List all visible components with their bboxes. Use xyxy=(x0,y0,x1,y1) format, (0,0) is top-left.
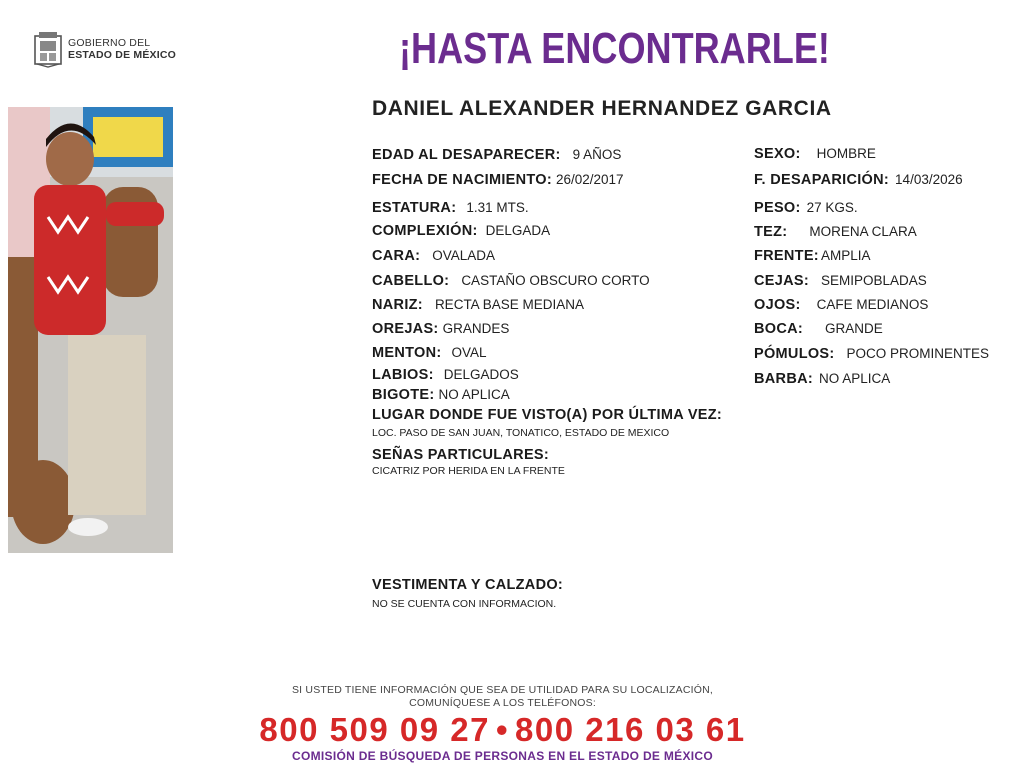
field-age xyxy=(372,146,621,164)
field-forehead-value: AMPLIA xyxy=(820,248,871,263)
field-sex xyxy=(754,145,876,163)
field-face xyxy=(372,247,495,265)
field-cheekbones xyxy=(754,345,989,363)
field-eyebrows xyxy=(754,272,927,290)
field-chin-label: MENTON: xyxy=(372,345,442,361)
field-beard-value: NO APLICA xyxy=(819,371,891,386)
clothing-title: VESTIMENTA Y CALZADO: xyxy=(372,577,564,593)
government-logo xyxy=(33,30,176,68)
field-ears xyxy=(372,320,509,338)
field-hair xyxy=(372,272,650,290)
field-weight-label: PESO: xyxy=(754,200,801,216)
distinguishing-marks-text: CICATRIZ POR HERIDA EN LA FRENTE xyxy=(372,465,565,477)
field-nose-value: RECTA BASE MEDIANA xyxy=(434,297,584,312)
field-skin-tone-label: TEZ: xyxy=(754,224,788,240)
footer-info-line1: SI USTED TIENE INFORMACIÓN QUE SEA DE UTILIDAD PARA SU LOCALIZACIÓN, xyxy=(291,684,714,696)
field-beard-label: BARBA: xyxy=(754,371,813,387)
distinguishing-marks-title: SEÑAS PARTICULARES: xyxy=(372,447,550,463)
logo-line2: ESTADO DE MÉXICO xyxy=(68,49,177,61)
field-weight-value: 27 KGS. xyxy=(806,200,858,215)
field-sex-value: HOMBRE xyxy=(816,146,876,161)
last-seen-text: LOC. PASO DE SAN JUAN, TONATICO, ESTADO DE MEXICO xyxy=(372,427,670,439)
phone-separator: • xyxy=(495,711,510,748)
field-lips-label: LABIOS: xyxy=(372,367,434,383)
field-disappearance-date-label: F. DESAPARICIÓN: xyxy=(754,172,890,188)
headline: ¡HASTA ENCONTRARLE! xyxy=(399,24,830,73)
logo-line1: GOBIERNO DEL xyxy=(68,37,151,49)
field-build-label: COMPLEXIÓN: xyxy=(372,223,478,239)
field-face-value: OVALADA xyxy=(432,248,495,263)
coat-of-arms-icon xyxy=(33,30,63,68)
field-mustache-value: NO APLICA xyxy=(438,387,510,402)
field-age-label: EDAD AL DESAPARECER: xyxy=(372,147,561,163)
field-forehead xyxy=(754,247,870,265)
field-birthdate xyxy=(372,171,624,189)
phone-number-2[interactable]: 800 216 03 61 xyxy=(515,711,746,748)
field-chin-value: OVAL xyxy=(451,345,487,360)
commission-name: COMISIÓN DE BÚSQUEDA DE PERSONAS EN EL ESTADO DE MÉXICO xyxy=(292,749,713,763)
field-build-value: DELGADA xyxy=(485,223,551,238)
field-mouth xyxy=(754,320,883,338)
clothing-text: NO SE CUENTA CON INFORMACION. xyxy=(372,598,557,610)
field-age-value: 9 AÑOS xyxy=(572,147,622,162)
footer-info-line2: COMUNÍQUESE A LOS TELÉFONOS: xyxy=(409,697,596,709)
footer-phones xyxy=(0,711,1005,749)
field-mustache xyxy=(372,386,510,404)
field-nose-label: NARIZ: xyxy=(372,297,423,313)
field-mouth-value: GRANDE xyxy=(825,321,883,336)
field-disappearance-date xyxy=(754,171,963,189)
field-eyebrows-label: CEJAS: xyxy=(754,273,809,289)
field-build xyxy=(372,222,550,240)
field-cheekbones-label: PÓMULOS: xyxy=(754,346,835,362)
field-sex-label: SEXO: xyxy=(754,146,801,162)
field-height-value: 1.31 MTS. xyxy=(466,200,529,215)
field-eyebrows-value: SEMIPOBLADAS xyxy=(820,273,927,288)
person-photo-image xyxy=(8,107,173,553)
field-chin xyxy=(372,344,487,362)
field-weight xyxy=(754,199,858,217)
field-ears-value: GRANDES xyxy=(442,321,510,336)
field-cheekbones-value: POCO PROMINENTES xyxy=(846,346,990,361)
footer-info xyxy=(0,684,1005,710)
last-seen-title: LUGAR DONDE FUE VISTO(A) POR ÚLTIMA VEZ: xyxy=(372,407,723,423)
field-hair-value: CASTAÑO OBSCURO CORTO xyxy=(461,273,650,288)
field-height-label: ESTATURA: xyxy=(372,200,457,216)
person-name: DANIEL ALEXANDER HERNANDEZ GARCIA xyxy=(372,97,832,120)
field-face-label: CARA: xyxy=(372,248,421,264)
field-beard xyxy=(754,370,890,388)
field-lips-value: DELGADOS xyxy=(443,367,519,382)
field-birthdate-value: 26/02/2017 xyxy=(556,172,624,187)
field-eyes-value: CAFE MEDIANOS xyxy=(816,297,929,312)
missing-person-photo xyxy=(8,107,173,553)
field-eyes-label: OJOS: xyxy=(754,297,801,313)
field-skin-tone xyxy=(754,223,917,241)
field-lips xyxy=(372,366,519,384)
field-mouth-label: BOCA: xyxy=(754,321,804,337)
field-mustache-label: BIGOTE: xyxy=(372,387,435,403)
field-skin-tone-value: MORENA CLARA xyxy=(809,224,917,239)
field-birthdate-label: FECHA DE NACIMIENTO: xyxy=(372,172,552,188)
field-ears-label: OREJAS: xyxy=(372,321,439,337)
field-nose xyxy=(372,296,584,314)
phone-number-1[interactable]: 800 509 09 27 xyxy=(259,711,490,748)
field-forehead-label: FRENTE: xyxy=(754,248,819,264)
field-disappearance-date-value: 14/03/2026 xyxy=(895,172,963,187)
field-height xyxy=(372,199,529,217)
field-eyes xyxy=(754,296,928,314)
field-hair-label: CABELLO: xyxy=(372,273,450,289)
